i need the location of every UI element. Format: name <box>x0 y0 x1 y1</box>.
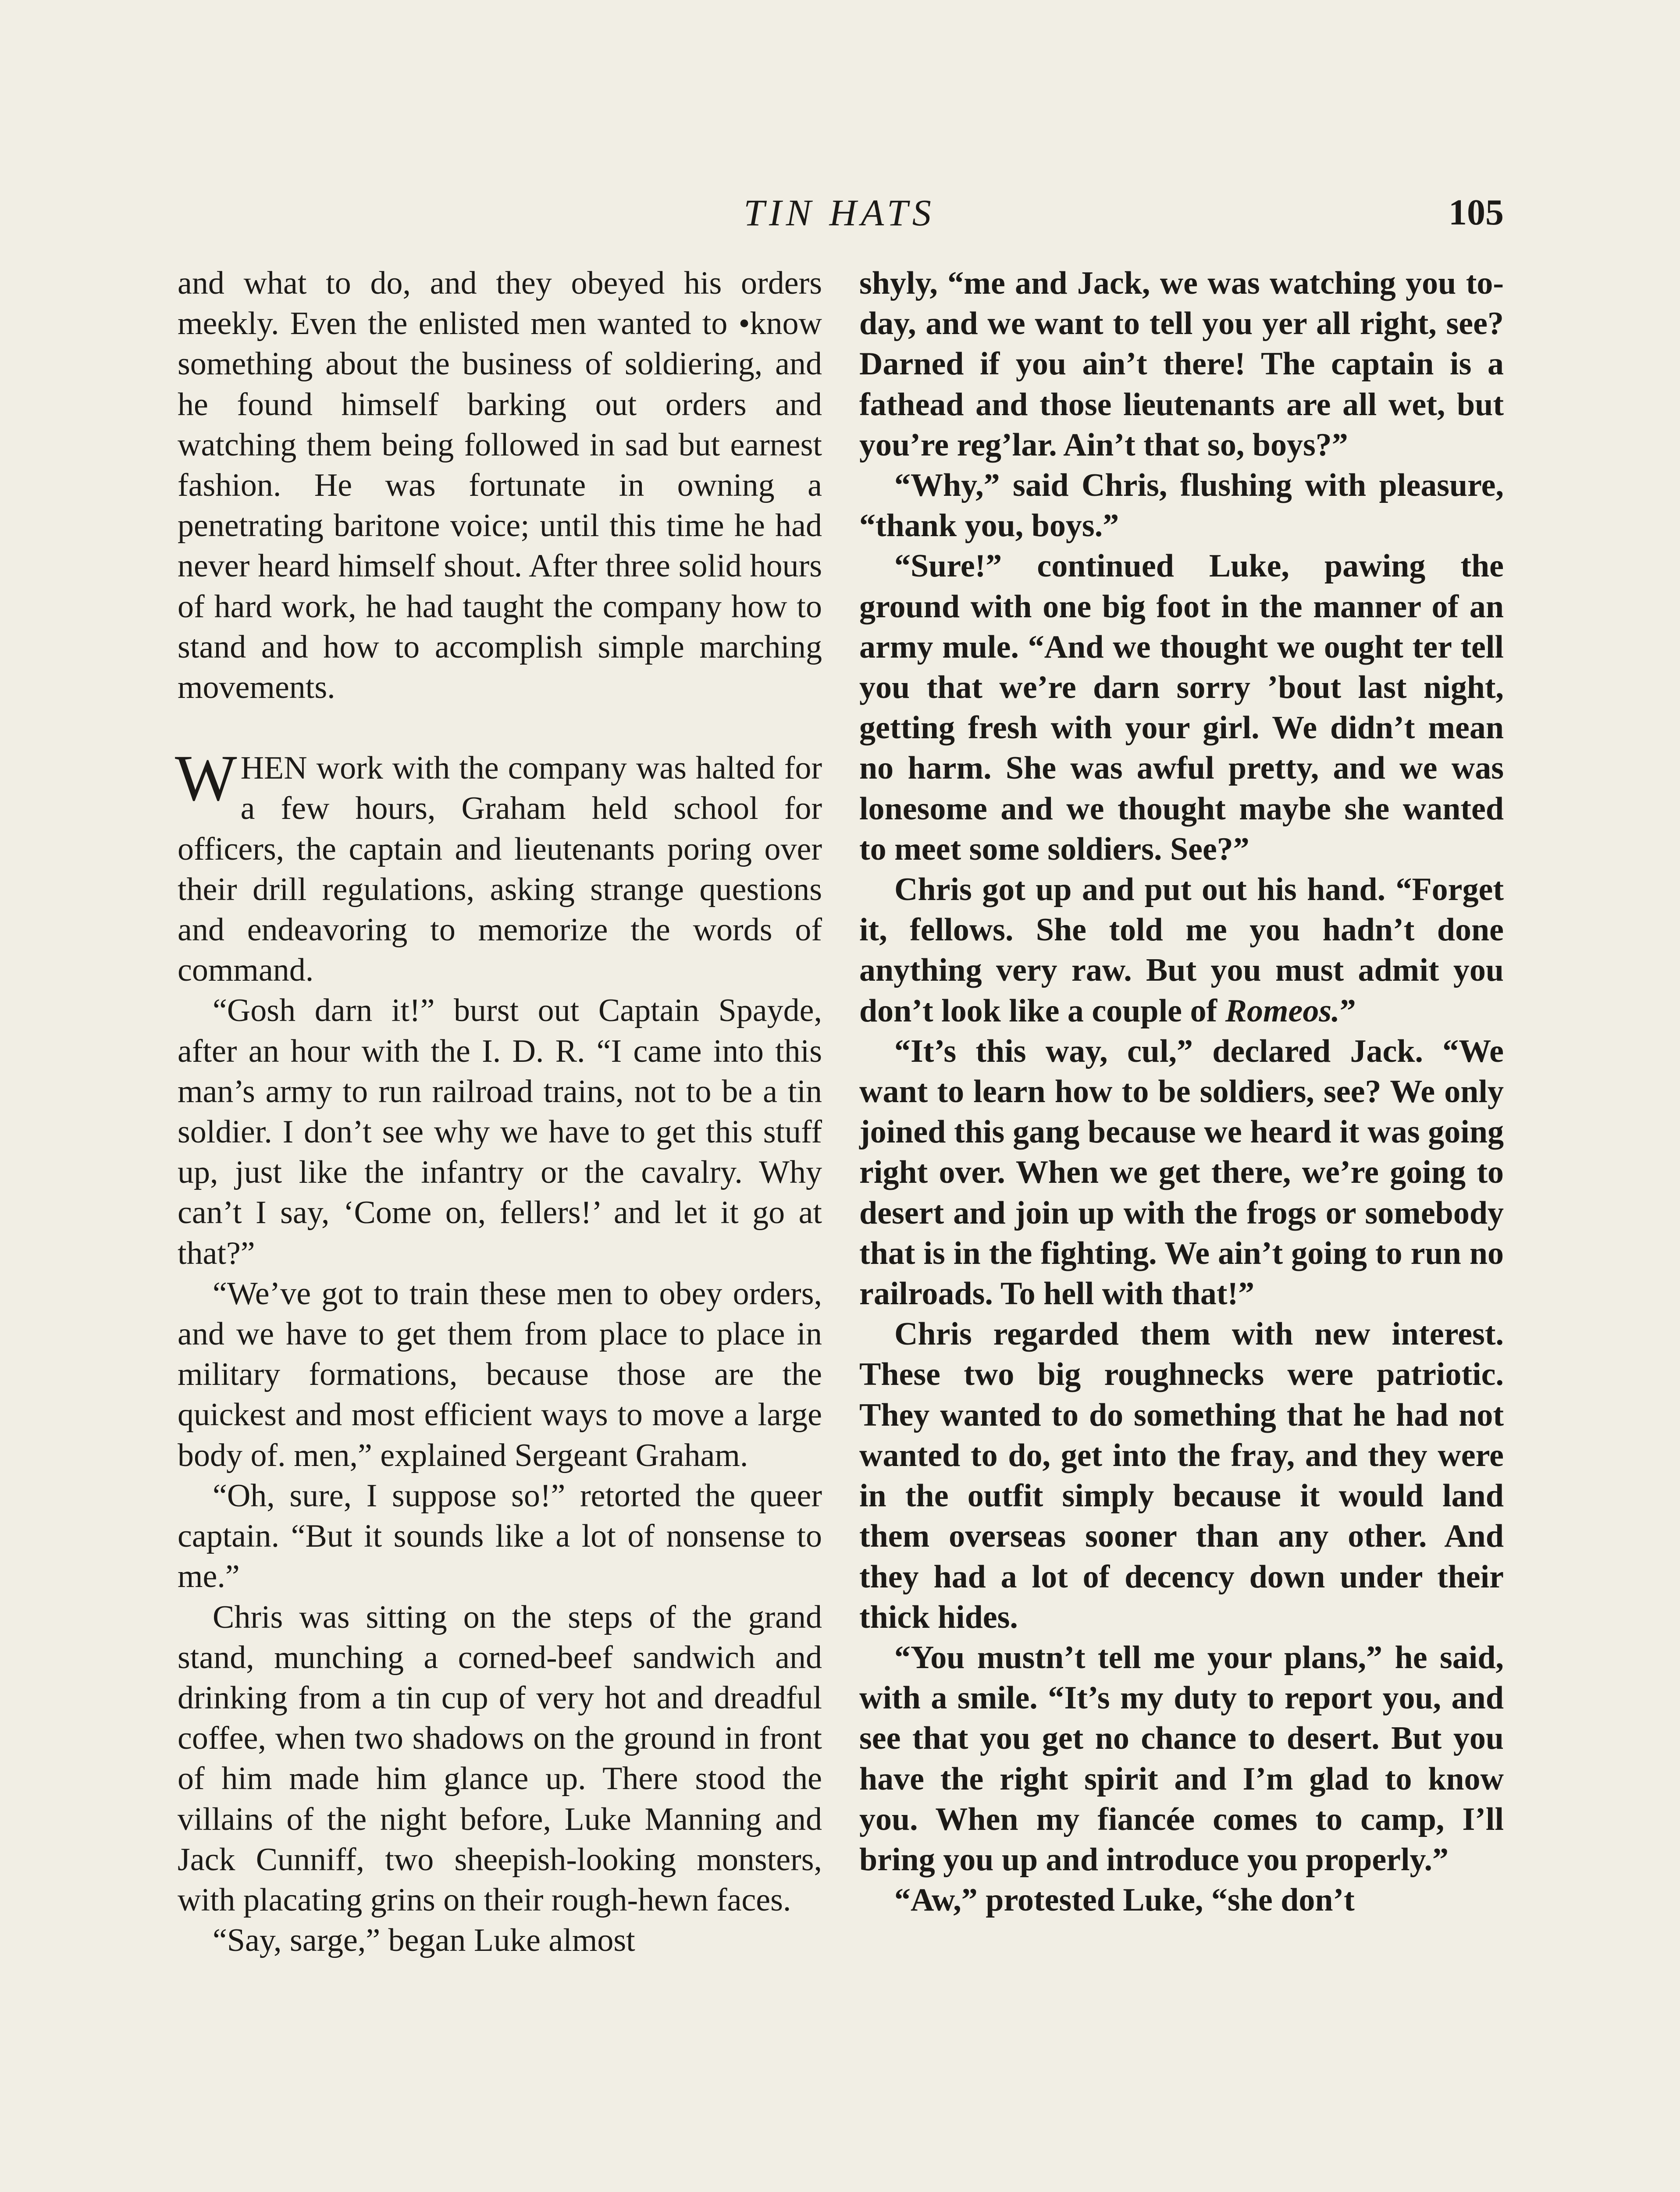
paragraph: “It’s this way, cul,” declared Jack. “We want to learn how to be soldiers, see? We only joined this gang because we heard it was going right over. When we get there, we’re going to desert and join up with the frogs or somebody that is in the fighting. We ain’t going to run no railroads. To hell with that!” <box>859 1033 1504 1312</box>
italic-text: Romeos. <box>1225 993 1340 1029</box>
paragraph: “You mustn’t tell me your plans,” he said, with a smile. “It’s my duty to report you, and see that you get no chance to desert. But you have the right spirit and I’m glad to know you. When my fiancée comes to camp, I’ll bring you up and introduce you properly.” <box>859 1639 1504 1878</box>
paragraph: Chris was sitting on the steps of the grand stand, munching a corned-beef sandwich and drinking from a tin cup of very hot and dreadful coffee, when two shadows on the ground in front of him made him glance up. There stood the villains of the night before, Luke Manning and Jack Cunniff, two sheepish-looking monsters, with placating grins on their rough-hewn faces. <box>178 1599 822 1918</box>
paragraph-text: HEN work with the company was halted for a few hours, Graham held school for officers, the captain and lieutenants poring over their drill regulations, asking strange questions and endeavoring to memorize the words of command. <box>178 750 822 989</box>
drop-cap: W <box>175 742 237 815</box>
paragraph: “Sure!” continued Luke, pawing the ground with one big foot in the manner of an army mule. “And we thought we ought ter tell you that we’re darn sorry ’bout last night, getting fresh with your girl. We didn’t mean no harm. She was awful pretty, and we was lonesome and we thought maybe she wanted to meet some soldiers. See?” <box>859 548 1504 867</box>
section-start-paragraph <box>175 742 822 990</box>
paragraph-text-end: ” <box>1339 993 1356 1029</box>
paragraph: and what to do, and they obeyed his orders meekly. Even the enlisted men wanted to •know something about the business of soldiering, and he found himself barking out orders and watching them being followed in sad but earnest fashion. He was fortunate in owning a penetrating baritone voice; until this time he had never heard himself shout. After three solid hours of hard work, he had taught the company how to stand and how to accomplish simple marching movements. <box>178 265 822 706</box>
paragraph: “Why,” said Chris, flushing with pleasure, “thank you, boys.” <box>859 467 1504 544</box>
page-header <box>175 184 1504 241</box>
paragraph: “We’ve got to train these men to obey orders, and we have to get them from place to place in military formations, because those are the quickest and most efficient ways to move a large body of. men,” explained Sergeant Graham. <box>178 1275 822 1473</box>
paragraph-text: Chris got up and put out his hand. “Forget it, fellows. She told me you hadn’t done anything very raw. But you must admit you don’t look like a couple of <box>859 872 1504 1029</box>
paragraph: “Say, sarge,” began Luke almost <box>213 1922 635 1959</box>
paragraph: Chris regarded them with new interest. These two big roughnecks were patriotic. They wanted to do something that he had not wanted to do, get into the fray, and they were in the outfit simply because it would land them overseas sooner than any other. And they had a lot of decency down under their thick hides. <box>859 1316 1504 1635</box>
paragraph: “Aw,” protested Luke, “she don’t <box>894 1882 1355 1918</box>
paragraph <box>859 869 1504 1031</box>
paragraph: shyly, “me and Jack, we was watching you to-day, and we want to tell you yer all right, see? Darned if you ain’t there! The captain is a fathead and those lieutenants are all wet, but you’re reg’lar. Ain’t that so, boys?” <box>859 265 1504 463</box>
paragraph: “Gosh darn it!” burst out Captain Spayde, after an hour with the I. D. R. “I came into this man’s army to run railroad trains, not to be a tin soldier. I don’t see why we have to get this stuff up, just like the infantry or the cavalry. Why can’t I say, ‘Come on, fellers!’ and let it go at that?” <box>178 993 822 1271</box>
right-column <box>859 263 1504 1920</box>
left-column <box>175 263 822 1961</box>
running-head: TIN HATS <box>744 192 936 234</box>
page-number: 105 <box>1449 192 1504 233</box>
paragraph: “Oh, sure, I suppose so!” retorted the queer captain. “But it sounds like a lot of nonsense to me.” <box>178 1477 822 1595</box>
